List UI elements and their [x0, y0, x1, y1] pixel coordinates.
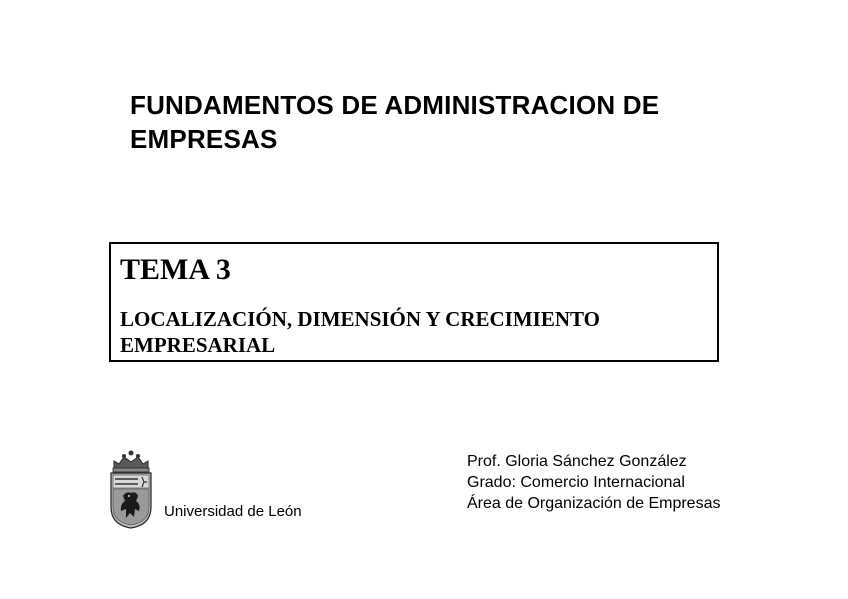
department-area: Área de Organización de Empresas: [467, 495, 721, 512]
course-title-line-1: FUNDAMENTOS DE ADMINISTRACION DE: [130, 90, 660, 120]
topic-title: [120, 306, 710, 358]
course-title-line-2: EMPRESAS: [130, 124, 278, 154]
topic-number: TEMA 3: [120, 253, 231, 286]
professor-name: Prof. Gloria Sánchez González: [467, 453, 687, 470]
degree-name: Grado: Comercio Internacional: [467, 474, 685, 491]
university-crest-icon: [108, 449, 154, 529]
topic-title-line-2: EMPRESARIAL: [120, 333, 276, 357]
university-logo: [108, 449, 348, 531]
course-title: [130, 88, 770, 156]
university-name: Universidad de León: [164, 503, 302, 520]
credits-block: [467, 451, 720, 514]
topic-box: [109, 242, 719, 362]
topic-title-line-1: LOCALIZACIÓN, DIMENSIÓN Y CRECIMIENTO: [120, 307, 600, 331]
